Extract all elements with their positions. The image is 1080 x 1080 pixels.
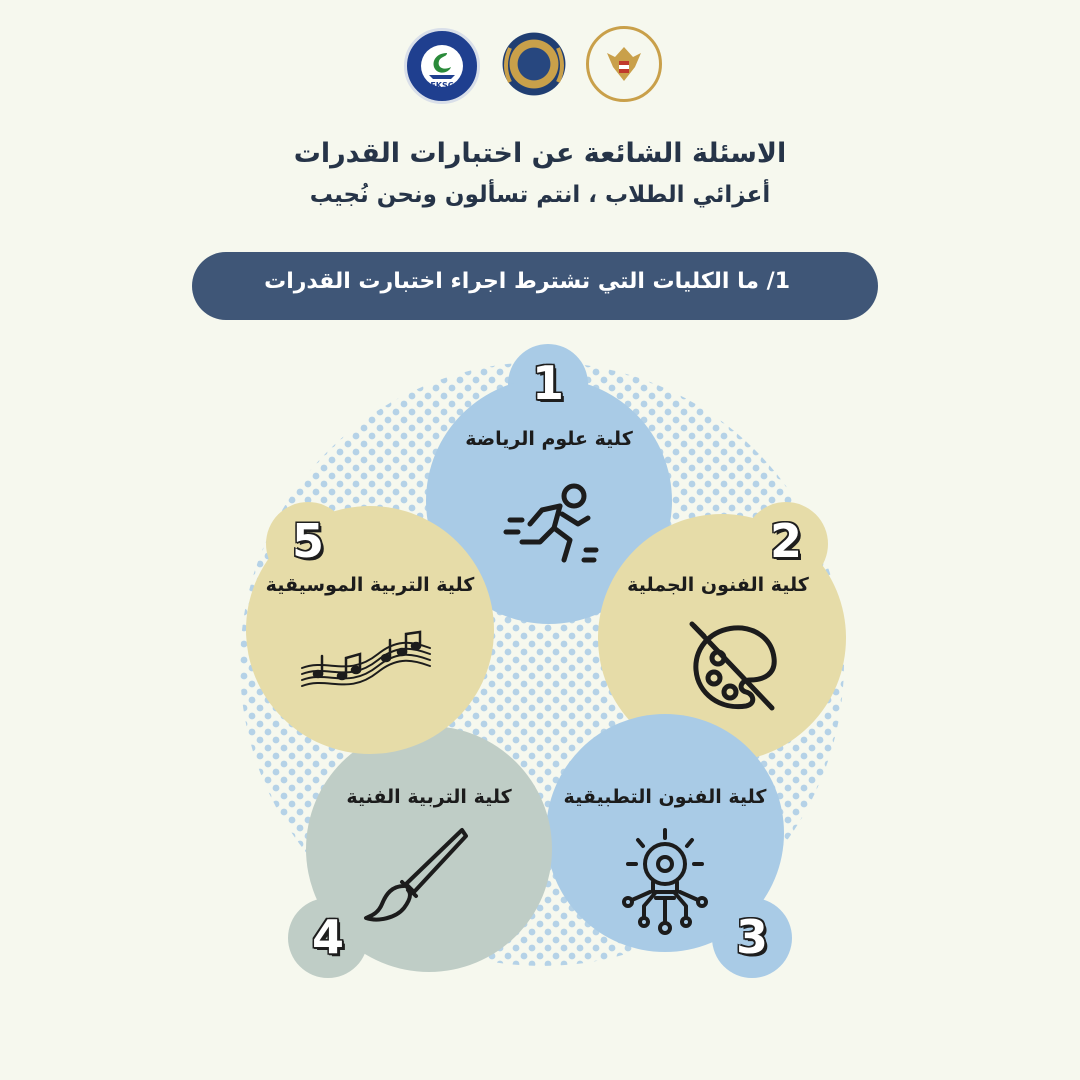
college-number-4: 4 — [311, 910, 344, 964]
college-name-2: كلية الفنون الجملية — [627, 574, 809, 596]
running-person-icon — [500, 480, 600, 570]
paint-palette-icon — [684, 620, 784, 716]
music-notes-icon — [298, 624, 434, 694]
college-name-4: كلية التربية الفنية — [346, 786, 512, 808]
college-number-2: 2 — [769, 514, 802, 568]
page-title: الاسئلة الشائعة عن اختبارات القدرات — [293, 138, 787, 169]
question-text: 1/ ما الكليات التي تشترط اجراء اختبارت القدرات — [264, 269, 790, 294]
college-name-5: كلية التربية الموسيقية — [265, 574, 475, 596]
college-number-1: 1 — [531, 356, 564, 410]
college-name-1: كلية علوم الرياضة — [465, 428, 633, 450]
paintbrush-icon — [362, 826, 472, 926]
page-subtitle: أعزائي الطلاب ، انتم تسألون ونحن نُجيب — [309, 182, 771, 208]
lightbulb-gear-icon — [620, 826, 710, 938]
eksc-label: EKSC — [430, 81, 454, 90]
college-number-5: 5 — [291, 514, 324, 568]
college-number-3: 3 — [735, 910, 768, 964]
college-name-3: كلية الفنون التطبيقية — [563, 786, 767, 808]
